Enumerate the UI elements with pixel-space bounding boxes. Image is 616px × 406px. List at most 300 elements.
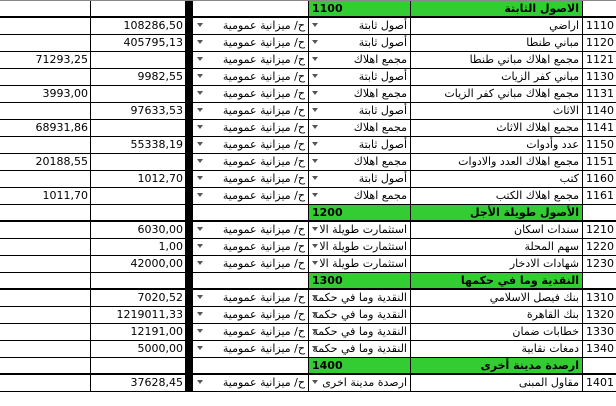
type-text: أصول ثابتة	[358, 70, 407, 83]
credit-value-cell[interactable]	[0, 324, 91, 341]
account-code-cell[interactable]	[583, 69, 616, 86]
account-code-cell[interactable]	[583, 222, 616, 239]
table-row	[0, 290, 616, 307]
credit-value-cell[interactable]	[0, 358, 91, 375]
code-text: 1131	[586, 87, 614, 100]
type-text: مجمع اهلاك	[353, 189, 407, 202]
dropdown-arrow-icon[interactable]	[312, 244, 318, 248]
dropdown-arrow-icon[interactable]	[312, 329, 318, 333]
budget-text: ح/ ميزانية عمومية	[222, 325, 305, 338]
code-text: 1210	[586, 223, 614, 236]
account-name-cell[interactable]	[411, 324, 583, 341]
credit-value-cell[interactable]	[0, 86, 91, 103]
budget-cell[interactable]	[193, 307, 309, 324]
account-name-cell[interactable]	[411, 273, 583, 290]
budget-text: ح/ ميزانية عمومية	[222, 172, 305, 185]
table-row	[0, 222, 616, 239]
account-type-cell[interactable]	[309, 69, 411, 86]
dropdown-arrow-icon[interactable]	[312, 74, 318, 78]
account-code-cell[interactable]	[583, 1, 616, 18]
account-type-cell[interactable]	[309, 273, 411, 290]
debit-value-cell[interactable]	[91, 205, 186, 222]
type-text: النقدية وما في حكمه	[312, 325, 407, 338]
table-row	[0, 69, 616, 86]
debit-value-cell[interactable]	[91, 290, 186, 307]
table-row	[0, 171, 616, 188]
account-name-cell[interactable]	[411, 35, 583, 52]
code-text: 1340	[586, 342, 614, 355]
dropdown-arrow-icon[interactable]	[197, 57, 203, 61]
budget-cell[interactable]	[193, 137, 309, 154]
column-separator	[186, 18, 193, 35]
account-type-cell[interactable]	[309, 137, 411, 154]
dropdown-arrow-icon[interactable]	[312, 227, 318, 231]
debit-value-cell[interactable]	[91, 137, 186, 154]
budget-cell[interactable]	[193, 273, 309, 290]
budget-text: ح/ ميزانية عمومية	[222, 342, 305, 355]
credit-value-cell[interactable]	[0, 1, 91, 18]
dropdown-arrow-icon[interactable]	[312, 57, 318, 61]
account-type-cell[interactable]	[309, 222, 411, 239]
v1-text: 1012,70	[137, 172, 183, 185]
account-name-cell[interactable]	[411, 1, 583, 18]
debit-value-cell[interactable]	[91, 256, 186, 273]
name-text: سهم المحلة	[524, 240, 579, 253]
dropdown-arrow-icon[interactable]	[312, 142, 318, 146]
budget-text: ح/ ميزانية عمومية	[222, 121, 305, 134]
type-text: مجمع اهلاك	[353, 53, 407, 66]
dropdown-arrow-icon[interactable]	[197, 346, 203, 350]
account-type-cell[interactable]	[309, 307, 411, 324]
table-row	[0, 103, 616, 120]
debit-value-cell[interactable]	[91, 239, 186, 256]
dropdown-arrow-icon[interactable]	[197, 40, 203, 44]
account-name-cell[interactable]	[411, 188, 583, 205]
name-text: عدد وأدوات	[526, 138, 579, 151]
dropdown-arrow-icon[interactable]	[197, 23, 203, 27]
account-type-cell[interactable]	[309, 290, 411, 307]
type-text: 1200	[312, 206, 343, 219]
account-type-cell[interactable]	[309, 120, 411, 137]
account-name-cell[interactable]	[411, 18, 583, 35]
credit-value-cell[interactable]	[0, 171, 91, 188]
account-code-cell[interactable]	[583, 256, 616, 273]
account-name-cell[interactable]	[411, 375, 583, 392]
budget-text: ح/ ميزانية عمومية	[222, 19, 305, 32]
v1-text: 55338,19	[130, 138, 183, 151]
name-text: كتب	[559, 172, 579, 185]
budget-cell[interactable]	[193, 86, 309, 103]
account-name-cell[interactable]	[411, 52, 583, 69]
credit-value-cell[interactable]	[0, 137, 91, 154]
account-name-cell[interactable]	[411, 69, 583, 86]
account-code-cell[interactable]	[583, 188, 616, 205]
dropdown-arrow-icon[interactable]	[312, 108, 318, 112]
column-separator	[186, 205, 193, 222]
account-type-cell[interactable]	[309, 239, 411, 256]
budget-text: ح/ ميزانية عمومية	[222, 36, 305, 49]
code-text: 1141	[586, 121, 614, 134]
column-separator	[186, 222, 193, 239]
account-code-cell[interactable]	[583, 154, 616, 171]
account-code-cell[interactable]	[583, 103, 616, 120]
account-type-cell[interactable]	[309, 205, 411, 222]
v1-text: 97633,53	[130, 104, 183, 117]
account-code-cell[interactable]	[583, 86, 616, 103]
dropdown-arrow-icon[interactable]	[197, 176, 203, 180]
dropdown-arrow-icon[interactable]	[197, 193, 203, 197]
budget-cell[interactable]	[193, 35, 309, 52]
debit-value-cell[interactable]	[91, 1, 186, 18]
name-text: النقدية وما في حكمها	[460, 274, 579, 287]
account-name-cell[interactable]	[411, 86, 583, 103]
v1-text: 7020,52	[137, 291, 183, 304]
account-code-cell[interactable]	[583, 18, 616, 35]
credit-value-cell[interactable]	[0, 273, 91, 290]
debit-value-cell[interactable]	[91, 69, 186, 86]
code-text: 1110	[586, 19, 614, 32]
account-code-cell[interactable]	[583, 239, 616, 256]
budget-cell[interactable]	[193, 375, 309, 392]
account-name-cell[interactable]	[411, 239, 583, 256]
budget-cell[interactable]	[193, 69, 309, 86]
debit-value-cell[interactable]	[91, 171, 186, 188]
column-separator	[186, 103, 193, 120]
dropdown-arrow-icon[interactable]	[312, 346, 318, 350]
credit-value-cell[interactable]	[0, 35, 91, 52]
name-text: مجمع اهلاك مباني طنطا	[469, 53, 579, 66]
credit-value-cell[interactable]	[0, 52, 91, 69]
debit-value-cell[interactable]	[91, 52, 186, 69]
name-text: مباني كفر الزيات	[501, 70, 579, 83]
account-code-cell[interactable]	[583, 205, 616, 222]
v2-text: 68931,86	[35, 121, 88, 134]
budget-cell[interactable]	[193, 154, 309, 171]
name-text: بنك القاهرة	[526, 308, 579, 321]
account-code-cell[interactable]	[583, 171, 616, 188]
budget-cell[interactable]	[193, 171, 309, 188]
v1-text: 42000,00	[130, 257, 183, 270]
account-name-cell[interactable]	[411, 137, 583, 154]
credit-value-cell[interactable]	[0, 341, 91, 358]
table-row	[0, 137, 616, 154]
section-header-row	[0, 273, 616, 290]
code-text: 1160	[586, 172, 614, 185]
account-name-cell[interactable]	[411, 341, 583, 358]
table-row	[0, 154, 616, 171]
dropdown-arrow-icon[interactable]	[197, 244, 203, 248]
account-code-cell[interactable]	[583, 341, 616, 358]
debit-value-cell[interactable]	[91, 358, 186, 375]
budget-text: ح/ ميزانية عمومية	[222, 138, 305, 151]
account-code-cell[interactable]	[583, 307, 616, 324]
column-separator	[186, 341, 193, 358]
column-separator	[186, 69, 193, 86]
account-name-cell[interactable]	[411, 120, 583, 137]
v1-text: 9982,55	[137, 70, 183, 83]
debit-value-cell[interactable]	[91, 35, 186, 52]
account-type-cell[interactable]	[309, 171, 411, 188]
budget-cell[interactable]	[193, 222, 309, 239]
account-name-cell[interactable]	[411, 205, 583, 222]
table-row	[0, 18, 616, 35]
account-type-cell[interactable]	[309, 154, 411, 171]
budget-cell[interactable]	[193, 205, 309, 222]
credit-value-cell[interactable]	[0, 290, 91, 307]
code-text: 1320	[586, 308, 614, 321]
table-row	[0, 307, 616, 324]
credit-value-cell[interactable]	[0, 239, 91, 256]
account-name-cell[interactable]	[411, 256, 583, 273]
budget-text: ح/ ميزانية عمومية	[222, 223, 305, 236]
account-name-cell[interactable]	[411, 358, 583, 375]
code-text: 1401	[586, 376, 614, 389]
debit-value-cell[interactable]	[91, 188, 186, 205]
account-type-cell[interactable]	[309, 1, 411, 18]
account-name-cell[interactable]	[411, 222, 583, 239]
code-text: 1220	[586, 240, 614, 253]
debit-value-cell[interactable]	[91, 307, 186, 324]
v1-text: 6030,00	[137, 223, 183, 236]
v1-text: 1,00	[158, 240, 183, 253]
account-type-cell[interactable]	[309, 256, 411, 273]
dropdown-arrow-icon[interactable]	[312, 125, 318, 129]
dropdown-arrow-icon[interactable]	[197, 295, 203, 299]
column-separator	[186, 52, 193, 69]
budget-cell[interactable]	[193, 120, 309, 137]
name-text: سندات اسكان	[514, 223, 579, 236]
type-text: أصول ثابتة	[358, 138, 407, 151]
table-row	[0, 324, 616, 341]
column-separator	[186, 86, 193, 103]
budget-text: ح/ ميزانية عمومية	[222, 70, 305, 83]
table-row	[0, 35, 616, 52]
account-type-cell[interactable]	[309, 103, 411, 120]
budget-text: ح/ ميزانية عمومية	[222, 376, 305, 389]
dropdown-arrow-icon[interactable]	[312, 91, 318, 95]
type-text: النقدية وما في حكمه	[312, 342, 407, 355]
dropdown-arrow-icon[interactable]	[312, 193, 318, 197]
dropdown-arrow-icon[interactable]	[197, 108, 203, 112]
code-text: 1120	[586, 36, 614, 49]
credit-value-cell[interactable]	[0, 188, 91, 205]
budget-cell[interactable]	[193, 341, 309, 358]
account-type-cell[interactable]	[309, 341, 411, 358]
column-separator	[186, 324, 193, 341]
budget-cell[interactable]	[193, 103, 309, 120]
type-text: النقدية وما في حكمه	[312, 308, 407, 321]
dropdown-arrow-icon[interactable]	[312, 380, 318, 384]
account-type-cell[interactable]	[309, 35, 411, 52]
account-type-cell[interactable]	[309, 358, 411, 375]
budget-cell[interactable]	[193, 324, 309, 341]
column-separator	[186, 358, 193, 375]
dropdown-arrow-icon[interactable]	[312, 40, 318, 44]
budget-cell[interactable]	[193, 52, 309, 69]
name-text: الاصول الثابتة	[504, 2, 579, 15]
credit-value-cell[interactable]	[0, 69, 91, 86]
account-type-cell[interactable]	[309, 86, 411, 103]
budget-text: ح/ ميزانية عمومية	[222, 155, 305, 168]
column-separator	[186, 256, 193, 273]
type-text: 1100	[312, 2, 343, 15]
credit-value-cell[interactable]	[0, 18, 91, 35]
budget-cell[interactable]	[193, 239, 309, 256]
code-text: 1161	[586, 189, 614, 202]
type-text: استثمارت طويلة الا	[319, 223, 407, 236]
type-text: مجمع اهلاك	[353, 155, 407, 168]
column-separator	[186, 307, 193, 324]
dropdown-arrow-icon[interactable]	[197, 91, 203, 95]
debit-value-cell[interactable]	[91, 341, 186, 358]
credit-value-cell[interactable]	[0, 103, 91, 120]
account-code-cell[interactable]	[583, 358, 616, 375]
account-code-cell[interactable]	[583, 290, 616, 307]
type-text: مجمع اهلاك	[353, 87, 407, 100]
account-name-cell[interactable]	[411, 171, 583, 188]
debit-value-cell[interactable]	[91, 375, 186, 392]
budget-cell[interactable]	[193, 1, 309, 18]
account-code-cell[interactable]	[583, 137, 616, 154]
dropdown-arrow-icon[interactable]	[312, 312, 318, 316]
table-row	[0, 375, 616, 392]
debit-value-cell[interactable]	[91, 154, 186, 171]
debit-value-cell[interactable]	[91, 103, 186, 120]
dropdown-arrow-icon[interactable]	[312, 23, 318, 27]
account-type-cell[interactable]	[309, 324, 411, 341]
column-separator	[186, 120, 193, 137]
budget-cell[interactable]	[193, 18, 309, 35]
credit-value-cell[interactable]	[0, 307, 91, 324]
credit-value-cell[interactable]	[0, 120, 91, 137]
name-text: مجمع اهلاك مباني كفر الزيات	[444, 87, 579, 100]
account-type-cell[interactable]	[309, 18, 411, 35]
v2-text: 20188,55	[35, 155, 88, 168]
dropdown-arrow-icon[interactable]	[312, 159, 318, 163]
budget-cell[interactable]	[193, 256, 309, 273]
code-text: 1230	[586, 257, 614, 270]
type-text: أصول ثابتة	[358, 104, 407, 117]
credit-value-cell[interactable]	[0, 205, 91, 222]
account-type-cell[interactable]	[309, 375, 411, 392]
debit-value-cell[interactable]	[91, 120, 186, 137]
section-header-row	[0, 358, 616, 375]
budget-cell[interactable]	[193, 358, 309, 375]
dropdown-arrow-icon[interactable]	[197, 125, 203, 129]
debit-value-cell[interactable]	[91, 222, 186, 239]
code-text: 1150	[586, 138, 614, 151]
name-text: مباني طنطا	[526, 36, 579, 49]
budget-text: ح/ ميزانية عمومية	[222, 257, 305, 270]
column-separator	[186, 154, 193, 171]
credit-value-cell[interactable]	[0, 256, 91, 273]
v1-text: 37628,45	[130, 376, 183, 389]
account-code-cell[interactable]	[583, 375, 616, 392]
column-separator	[186, 375, 193, 392]
credit-value-cell[interactable]	[0, 154, 91, 171]
account-name-cell[interactable]	[411, 307, 583, 324]
dropdown-arrow-icon[interactable]	[197, 142, 203, 146]
dropdown-arrow-icon[interactable]	[197, 380, 203, 384]
account-name-cell[interactable]	[411, 290, 583, 307]
v1-text: 12191,00	[130, 325, 183, 338]
column-separator	[186, 273, 193, 290]
dropdown-arrow-icon[interactable]	[197, 74, 203, 78]
budget-text: ح/ ميزانية عمومية	[222, 87, 305, 100]
code-text: 1151	[586, 155, 614, 168]
table-row	[0, 341, 616, 358]
debit-value-cell[interactable]	[91, 86, 186, 103]
budget-text: ح/ ميزانية عمومية	[222, 308, 305, 321]
type-text: استثمارت طويلة الا	[319, 257, 407, 270]
account-type-cell[interactable]	[309, 188, 411, 205]
section-header-row	[0, 1, 616, 18]
budget-text: ح/ ميزانية عمومية	[222, 240, 305, 253]
name-text: الاثاث	[552, 104, 579, 117]
dropdown-arrow-icon[interactable]	[197, 159, 203, 163]
account-type-cell[interactable]	[309, 52, 411, 69]
type-text: مجمع اهلاك	[353, 121, 407, 134]
code-text: 1140	[586, 104, 614, 117]
account-code-cell[interactable]	[583, 35, 616, 52]
column-separator	[186, 188, 193, 205]
budget-text: ح/ ميزانية عمومية	[222, 291, 305, 304]
table-row	[0, 120, 616, 137]
type-text: 1300	[312, 274, 343, 287]
account-code-cell[interactable]	[583, 324, 616, 341]
name-text: ارصدة مدينة أخرى	[480, 359, 579, 372]
dropdown-arrow-icon[interactable]	[197, 312, 203, 316]
v2-text: 71293,25	[35, 53, 88, 66]
name-text: بنك فيصل الاسلامي	[489, 291, 579, 304]
name-text: الأصول طويلة الأجل	[470, 206, 579, 219]
dropdown-arrow-icon[interactable]	[312, 295, 318, 299]
budget-cell[interactable]	[193, 188, 309, 205]
account-code-cell[interactable]	[583, 120, 616, 137]
credit-value-cell[interactable]	[0, 222, 91, 239]
name-text: مجمع اهلاك الكتب	[495, 189, 579, 202]
code-text: 1130	[586, 70, 614, 83]
v1-text: 108286,50	[123, 19, 183, 32]
debit-value-cell[interactable]	[91, 324, 186, 341]
debit-value-cell[interactable]	[91, 18, 186, 35]
column-separator	[186, 171, 193, 188]
budget-cell[interactable]	[193, 290, 309, 307]
v1-text: 1219011,33	[116, 308, 183, 321]
account-name-cell[interactable]	[411, 154, 583, 171]
dropdown-arrow-icon[interactable]	[312, 261, 318, 265]
account-code-cell[interactable]	[583, 273, 616, 290]
dropdown-arrow-icon[interactable]	[197, 329, 203, 333]
type-text: 1400	[312, 359, 343, 372]
name-text: اراضي	[549, 19, 579, 32]
account-name-cell[interactable]	[411, 103, 583, 120]
type-text: أصول ثابتة	[358, 19, 407, 32]
table-row	[0, 52, 616, 69]
dropdown-arrow-icon[interactable]	[312, 176, 318, 180]
account-code-cell[interactable]	[583, 52, 616, 69]
dropdown-arrow-icon[interactable]	[197, 227, 203, 231]
v2-text: 3993,00	[42, 87, 88, 100]
v1-text: 5000,00	[137, 342, 183, 355]
credit-value-cell[interactable]	[0, 375, 91, 392]
debit-value-cell[interactable]	[91, 273, 186, 290]
column-separator	[186, 1, 193, 18]
column-separator	[186, 137, 193, 154]
dropdown-arrow-icon[interactable]	[197, 261, 203, 265]
table-row	[0, 86, 616, 103]
type-text: ارصدة مدينة اخرى	[322, 376, 407, 389]
